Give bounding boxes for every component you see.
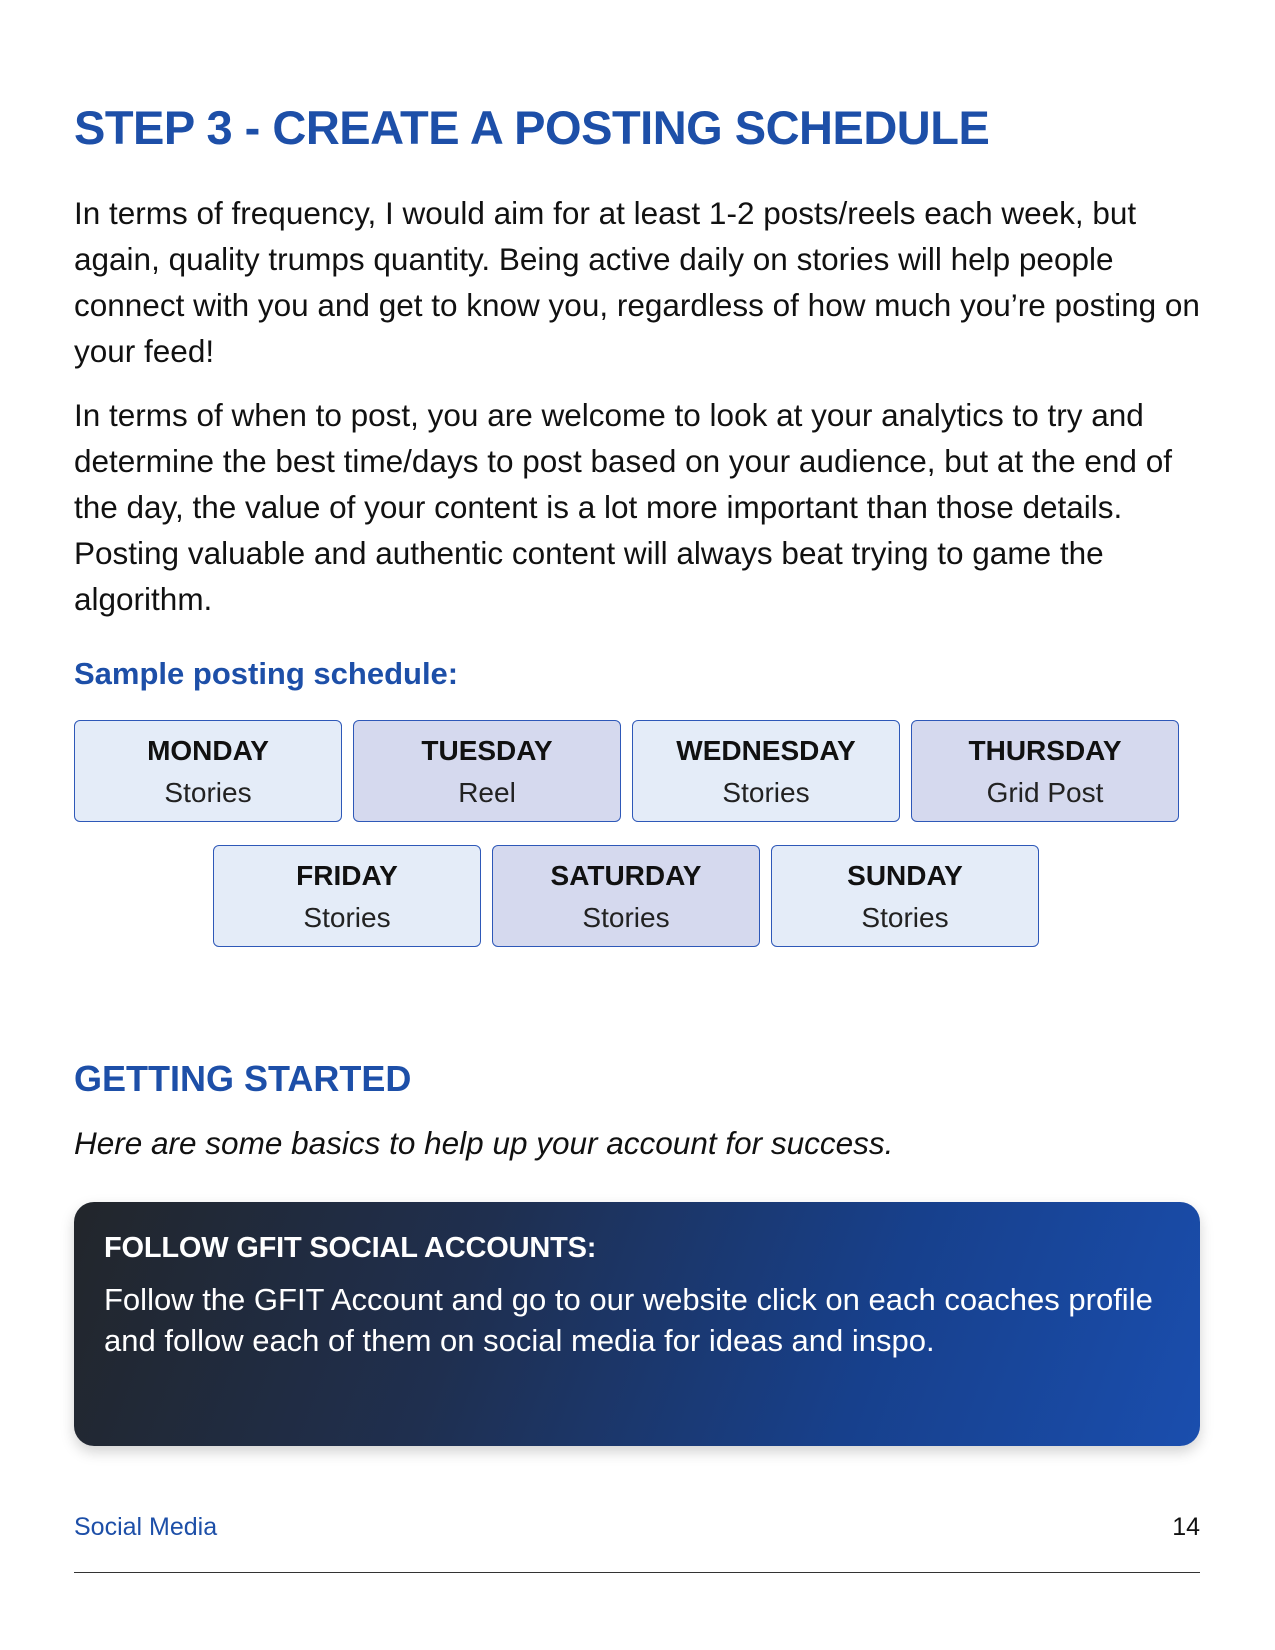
day-content: Stories xyxy=(722,777,810,808)
day-content: Stories xyxy=(861,902,949,933)
day-content: Stories xyxy=(164,777,252,808)
day-content: Stories xyxy=(303,902,391,933)
day-card-thursday xyxy=(911,720,1179,822)
day-name: SUNDAY xyxy=(847,860,963,891)
page-title: STEP 3 - CREATE A POSTING SCHEDULE xyxy=(74,101,990,154)
day-content: Grid Post xyxy=(986,777,1104,808)
footer-section-label: Social Media xyxy=(74,1513,218,1541)
callout-title: FOLLOW GFIT SOCIAL ACCOUNTS: xyxy=(104,1232,597,1264)
day-card-tuesday xyxy=(353,720,621,822)
day-name: TUESDAY xyxy=(421,735,553,766)
day-content: Stories xyxy=(582,902,670,933)
frequency-paragraph: In terms of frequency, I would aim for at least 1-2 posts/reels each week, but again, quality trumps quantity. Being active daily on stories will help people connect with you and get to know you, regardless of how much you’re posting on your feed! xyxy=(74,195,1200,369)
day-card-sunday xyxy=(771,845,1039,947)
timing-paragraph: In terms of when to post, you are welcome to look at your analytics to try and determine the best time/days to post based on your audience, but at the end of the day, the value of your content is a lot more important than those details. Posting valuable and authentic content will always beat trying to game the algorithm. xyxy=(74,397,1172,617)
day-card-wednesday xyxy=(632,720,900,822)
callout-body: Follow the GFIT Account and go to our website click on each coaches profile and follow each of them on social media for ideas and inspo. xyxy=(104,1282,1153,1358)
day-name: MONDAY xyxy=(147,735,269,766)
day-name: THURSDAY xyxy=(968,735,1122,766)
follow-accounts-callout xyxy=(74,1202,1200,1446)
day-content: Reel xyxy=(458,777,516,808)
day-name: FRIDAY xyxy=(296,860,398,891)
day-card-friday xyxy=(213,845,481,947)
day-name: WEDNESDAY xyxy=(676,735,856,766)
day-name: SATURDAY xyxy=(550,860,702,891)
getting-started-heading: GETTING STARTED xyxy=(74,1058,412,1099)
footer-divider xyxy=(74,1572,1200,1573)
schedule-title: Sample posting schedule: xyxy=(74,656,459,691)
page-number: 14 xyxy=(1172,1513,1200,1541)
day-card-monday xyxy=(74,720,342,822)
day-card-saturday xyxy=(492,845,760,947)
getting-started-intro: Here are some basics to help up your account for success. xyxy=(74,1125,894,1161)
